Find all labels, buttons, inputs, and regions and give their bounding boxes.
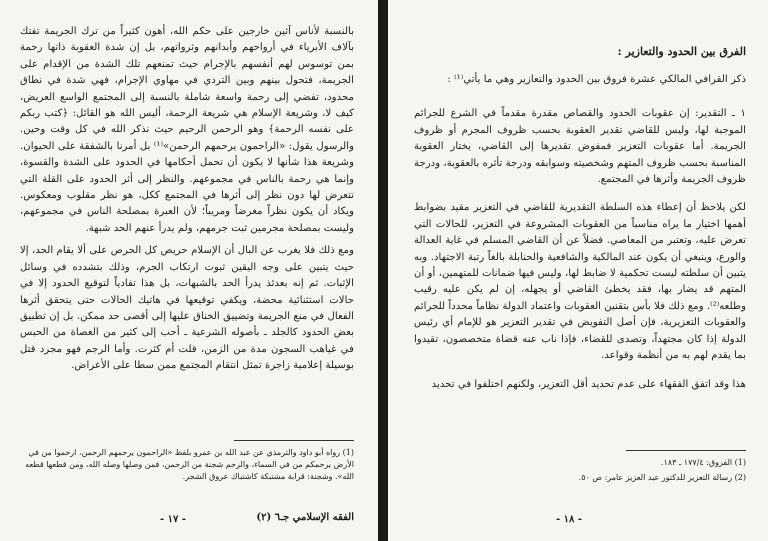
right-paragraph: ١ ـ التقدير: إن عقوبات الحدود والقصاص مقدرة مقدماً في الشرع للجرائم الموجبة لها، وليس للقاضي تقدير العقوبة بحسب ظروف المجرم أو ظروف الجريمة. أما عقوبات التعزير فمفوض تقديرها إلى القاضي، يختار العقوبة المناسبة بحسب ظروف المتهم وشخصيته وسوابقه ودرجة تأثره بالعقوبة، ودرجة ظروف الجريمة وأثرها في المجتمع. (414, 108, 746, 186)
left-footnotes (24, 447, 354, 486)
right-page (388, 0, 768, 541)
footnote-divider (234, 440, 354, 441)
right-paragraph: هذا وقد اتفق الفقهاء على عدم تحديد أقل التعزير، ولكنهم اختلفوا في تحديد (431, 378, 746, 390)
section-heading: الفرق بين الحدود والتعازير : (617, 45, 746, 58)
left-paragraph: بالنسبة لأناس آثين خارجين على حكم الله، أهون كثيراً من ترك الجريمة تفتك بآلاف الأبرياء في أرواحهم وأبدانهم وثرواتهم، بل إن شدة العقوبة ذاتها رحمة بمن توسوس لهم أنفسهم بالإجرام حيث تمنعهم تلك الشدة من الإقدام على الجريمة، فتحول بينهم وبين التردي في مهاوي الإجرام، فهي شدة في نطاق محدود، تفضي إلى رحمة واسعة شاملة بالنسبة إلى المجتمع الواسع العريض، كيف لا، وشريعة الإسلام هي شريعة الرحمة، أليس الله هو القائل: ﴿كتب ربكم على نفسه الرحمة﴾ وهو الرحمن الرحيم حيث نذكر الله في كل وقت وحين. والرسول يقول: «الراحمون يرحمهم الرحمن»⁽¹⁾ بل أمرنا بالشفقة على الحيوان. وشريعة هذا شأنها لا يكون أن تحمل أحكامها في الحدود على الشدة والقسوة، وإنما هي رحمة بالناس في مجموعهم. والنظر إلى أثر الحدود على القلة التي تتعرض لها دون نظر إلى أثرها في المجتمع ككل، هو نظر مقلوب ومعكوس. ويكاد أن يكون نظراً مغرضاً ومريباً؛ لأن العبرة بمصلحة الناس في مجموعهم، وليست بمصلحة مجرمين ثبت جرمهم، ولم يدرأ عنهم الحد شبهة. (20, 26, 354, 234)
page-number: - ١٨ - (556, 514, 583, 525)
running-title: الفقه الإسلامي جـ٦ (٢) (256, 512, 354, 523)
left-page (0, 0, 378, 541)
intro-line: ذكر القرافي المالكي عشرة فروق بين الحدود والتعازير وهي ما يأتي⁽¹⁾ : (447, 74, 746, 85)
footnote: (2) رسالة التعزير للدكتور عبد العزيز عامر: ص ٥٠. (578, 473, 746, 482)
footnote: (1) الفروق: ١٧٧/٤ ـ ١٨٣. (660, 458, 746, 467)
book-gutter (378, 0, 388, 541)
footnote: (1) رواه أبو داود والترمذي عن عبد الله بن عمرو بلفظ «الراحمون يرحمهم الرحمن، ارحموا من في الأرض يرحمكم من في السماء، والرحم شجنة من الرحمن، فمن وصلها وصله الله، ومن قطعها قطعه الله». وشجنة: قرابة مشتبكة كاشتباك عروق الشجر. (25, 448, 354, 481)
page-number: - ١٧ - (160, 514, 187, 525)
right-footnotes (416, 457, 746, 487)
footnote-divider (626, 450, 746, 451)
right-paragraph: لكن يلاحظ أن إعطاء هذه السلطة التقديرية للقاضي في التعزير مقيد بضوابط أهمها اختيار ما يراه مناسباً من العقوبات المشروعة في التعزير، للحالات التي تعرض عليه، وتعتبر من المعاصي. فضلاً عن أن القاضي المسلم في غاية العدالة والورع، وينبغي أن يكون عند المالكية والشافعية والحنابلة بالغاً رتبة الاجتهاد. وبه يتبين أن سلطته ليست تحكمية لا ضابط لها، وليس فيها ضمانات للمتهمين، أو أن المتهم قد يضار بها، فقد يخطئ القاضي أو يجهله، إن لم يكن عليه رقيب وطلعه⁽²⁾. ومع ذلك فلا بأس بتقنين العقوبات واعتماد الدولة نظاماً محدداً للجرائم والعقوبات التعزيرية، فإن أصل التفويض في تقدير التعزير هو للإمام أي رئيس الدولة إذا كان مجتهداً، وتصدى للقضاء، فإذا ناب عنه قضاة متخصصون، تقيدوا بما يقدم لهم به من أنظمة وقواعد. (414, 202, 746, 362)
left-paragraph: ومع ذلك فلا يغرب عن البال أن الإسلام حريص كل الحرص على ألا يقام الحد، إلا حيث يتبين على وجه اليقين ثبوت ارتكاب الجرم، وذلك بتشدده في وسائل الإثبات. ثم إنه بعدئذ يدرأ الحد بالشبهات، بل هذا تفادياً لتوقيع الحدود إلا في حالات استثنائية محضة، ويكفي توقيعها في هاتيك الحالات حتى يتحقق أثرها الفعال في منع الجريمة وتضييق الخناق عليها إلى أقصى حد ممكن. بل إن تطبيق بعض الحدود كالجلد ـ بأصوله الشرعية ـ أحب إلى كثير من العصاة من الحبس في غياهب السجون مدة من الزمن، قلت أم كثرت. وأما الرجم فهو مجرد قتل بوسيلة إعلامية زاجرة تمثل انتقام المجتمع ممن سطا على الأعراض. (20, 245, 354, 372)
